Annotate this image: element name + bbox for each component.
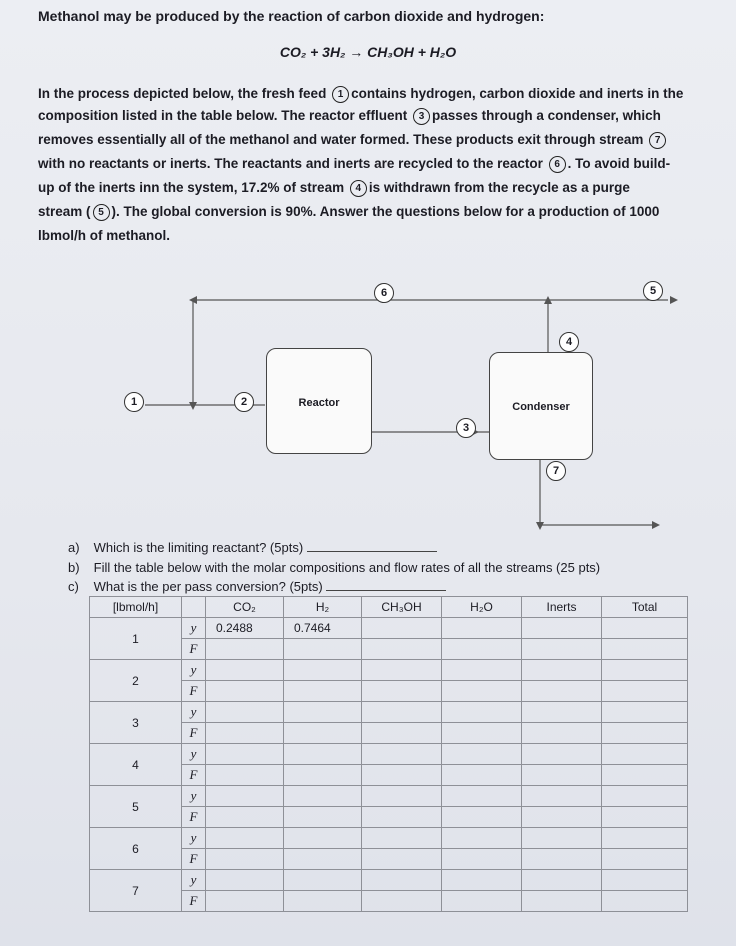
mole-fraction-label: y bbox=[182, 660, 206, 681]
table-cell-h2[interactable] bbox=[284, 849, 362, 870]
statement-line-6 bbox=[38, 204, 708, 221]
table-cell-ch3oh[interactable] bbox=[362, 891, 442, 912]
table-cell-total[interactable] bbox=[602, 849, 688, 870]
table-cell-co2[interactable] bbox=[206, 765, 284, 786]
statement-text: . To avoid build- bbox=[567, 156, 671, 172]
statement-text: removes essentially all of the methanol and water formed. These products exit through stream bbox=[38, 132, 648, 148]
stream-1-marker: 1 bbox=[124, 392, 144, 412]
statement-text: ). The global conversion is 90%. Answer the questions below for a production of 1000 bbox=[111, 204, 660, 220]
table-cell-inerts[interactable] bbox=[522, 744, 602, 765]
table-cell-ch3oh[interactable] bbox=[362, 807, 442, 828]
table-row bbox=[90, 660, 688, 681]
statement-line-2 bbox=[38, 108, 708, 125]
stream-number-cell: 5 bbox=[90, 786, 182, 828]
table-cell-total[interactable] bbox=[602, 618, 688, 639]
table-cell-inerts[interactable] bbox=[522, 660, 602, 681]
table-cell-h2[interactable] bbox=[284, 807, 362, 828]
header-inerts: Inerts bbox=[522, 597, 602, 618]
question-c bbox=[68, 579, 446, 594]
table-cell-h2[interactable]: 0.7464 bbox=[284, 618, 362, 639]
table-cell-inerts[interactable] bbox=[522, 807, 602, 828]
table-cell-inerts[interactable] bbox=[522, 891, 602, 912]
table-cell-h2o[interactable] bbox=[442, 807, 522, 828]
table-cell-inerts[interactable] bbox=[522, 765, 602, 786]
table-cell-total[interactable] bbox=[602, 828, 688, 849]
stream-2-marker: 2 bbox=[234, 392, 254, 412]
statement-text: composition listed in the table below. The reactor effluent bbox=[38, 108, 412, 124]
mole-fraction-label: y bbox=[182, 828, 206, 849]
table-cell-co2[interactable] bbox=[206, 639, 284, 660]
answer-c-blank[interactable] bbox=[326, 590, 446, 591]
problem-title: Methanol may be produced by the reaction of carbon dioxide and hydrogen: bbox=[38, 8, 545, 24]
table-cell-h2o[interactable] bbox=[442, 723, 522, 744]
table-cell-co2[interactable] bbox=[206, 828, 284, 849]
table-cell-total[interactable] bbox=[602, 891, 688, 912]
table-cell-ch3oh[interactable] bbox=[362, 765, 442, 786]
table-header-row bbox=[90, 597, 688, 618]
table-cell-h2o[interactable] bbox=[442, 786, 522, 807]
header-total: Total bbox=[602, 597, 688, 618]
table-cell-h2[interactable] bbox=[284, 870, 362, 891]
table-cell-inerts[interactable] bbox=[522, 870, 602, 891]
statement-text: is withdrawn from the recycle as a purge bbox=[368, 180, 630, 196]
arrow-down-left bbox=[189, 402, 197, 410]
mole-fraction-label: y bbox=[182, 618, 206, 639]
header-co2: CO₂ bbox=[206, 597, 284, 618]
table-cell-ch3oh[interactable] bbox=[362, 723, 442, 744]
table-cell-h2o[interactable] bbox=[442, 639, 522, 660]
table-cell-ch3oh[interactable] bbox=[362, 639, 442, 660]
table-cell-co2[interactable]: 0.2488 bbox=[206, 618, 284, 639]
table-cell-co2[interactable] bbox=[206, 870, 284, 891]
table-cell-total[interactable] bbox=[602, 807, 688, 828]
flow-rate-label: F bbox=[182, 807, 206, 828]
table-cell-h2o[interactable] bbox=[442, 891, 522, 912]
mole-fraction-label: y bbox=[182, 702, 206, 723]
statement-text: lbmol/h of methanol. bbox=[38, 228, 170, 243]
table-cell-h2o[interactable] bbox=[442, 744, 522, 765]
table-cell-h2[interactable] bbox=[284, 723, 362, 744]
table-cell-h2o[interactable] bbox=[442, 702, 522, 723]
table-cell-h2[interactable] bbox=[284, 639, 362, 660]
statement-text: up of the inerts inn the system, 17.2% of stream bbox=[38, 180, 348, 196]
table-cell-ch3oh[interactable] bbox=[362, 681, 442, 702]
stream-4-marker: 4 bbox=[559, 332, 579, 352]
mole-fraction-label: y bbox=[182, 870, 206, 891]
table-cell-ch3oh[interactable] bbox=[362, 744, 442, 765]
flow-rate-label: F bbox=[182, 765, 206, 786]
table-cell-h2o[interactable] bbox=[442, 765, 522, 786]
table-cell-h2o[interactable] bbox=[442, 660, 522, 681]
stream-number-cell: 6 bbox=[90, 828, 182, 870]
table-cell-total[interactable] bbox=[602, 660, 688, 681]
statement-text: stream ( bbox=[38, 204, 91, 220]
reactor-box bbox=[266, 348, 372, 454]
statement-line-1 bbox=[38, 86, 708, 103]
stream-ref-marker: 3 bbox=[413, 108, 430, 125]
stream-number-cell: 4 bbox=[90, 744, 182, 786]
stream-number-cell: 1 bbox=[90, 618, 182, 660]
table-cell-co2[interactable] bbox=[206, 702, 284, 723]
table-cell-ch3oh[interactable] bbox=[362, 828, 442, 849]
question-b-text: Fill the table below with the molar compositions and flow rates of all the streams (25 pts) bbox=[93, 560, 601, 575]
flow-rate-label: F bbox=[182, 891, 206, 912]
stream-ref-marker: 4 bbox=[350, 180, 367, 197]
table-cell-co2[interactable] bbox=[206, 723, 284, 744]
mole-fraction-label: y bbox=[182, 786, 206, 807]
table-cell-inerts[interactable] bbox=[522, 786, 602, 807]
statement-text: contains hydrogen, carbon dioxide and inerts in the bbox=[351, 86, 684, 102]
stream-number-cell: 7 bbox=[90, 870, 182, 912]
question-a bbox=[68, 540, 437, 555]
table-row bbox=[90, 870, 688, 891]
table-cell-inerts[interactable] bbox=[522, 618, 602, 639]
table-cell-h2[interactable] bbox=[284, 765, 362, 786]
reaction-equation: CO₂ + 3H₂ → CH₃OH + H₂O bbox=[279, 44, 457, 60]
table-cell-inerts[interactable] bbox=[522, 849, 602, 870]
stream-ref-marker: 7 bbox=[649, 132, 666, 149]
stream-ref-marker: 1 bbox=[332, 86, 349, 103]
table-cell-ch3oh[interactable] bbox=[362, 870, 442, 891]
table-cell-h2[interactable] bbox=[284, 786, 362, 807]
header-blank bbox=[182, 597, 206, 618]
question-a-label: a) bbox=[68, 540, 80, 555]
flow-rate-label: F bbox=[182, 639, 206, 660]
table-cell-h2o[interactable] bbox=[442, 828, 522, 849]
table-cell-inerts[interactable] bbox=[522, 681, 602, 702]
table-cell-h2[interactable] bbox=[284, 828, 362, 849]
statement-line-3 bbox=[38, 132, 708, 149]
stream-number-cell: 3 bbox=[90, 702, 182, 744]
question-c-label: c) bbox=[68, 579, 79, 594]
table-cell-total[interactable] bbox=[602, 702, 688, 723]
arrow-up-condenser bbox=[544, 296, 552, 304]
table-cell-h2[interactable] bbox=[284, 744, 362, 765]
stream-composition-table bbox=[89, 596, 688, 912]
arrow-left-top bbox=[189, 296, 197, 304]
stream-number-cell: 2 bbox=[90, 660, 182, 702]
table-cell-h2[interactable] bbox=[284, 891, 362, 912]
stream-5-marker: 5 bbox=[643, 281, 663, 301]
question-a-text: Which is the limiting reactant? (5pts) bbox=[93, 540, 304, 555]
question-b-label: b) bbox=[68, 560, 80, 575]
table-cell-total[interactable] bbox=[602, 744, 688, 765]
arrow-purge bbox=[670, 296, 678, 304]
reactor-label: Reactor bbox=[298, 397, 340, 409]
statement-text: passes through a condenser, which bbox=[432, 108, 661, 124]
header-units: [lbmol/h] bbox=[90, 597, 182, 618]
table-cell-h2[interactable] bbox=[284, 702, 362, 723]
table-cell-ch3oh[interactable] bbox=[362, 702, 442, 723]
flow-rate-label: F bbox=[182, 681, 206, 702]
table-cell-inerts[interactable] bbox=[522, 828, 602, 849]
table-cell-ch3oh[interactable] bbox=[362, 660, 442, 681]
table-cell-total[interactable] bbox=[602, 786, 688, 807]
table-row bbox=[90, 618, 688, 639]
flow-rate-label: F bbox=[182, 849, 206, 870]
stream-ref-marker: 5 bbox=[93, 204, 110, 221]
arrow-product-down bbox=[536, 522, 544, 530]
answer-a-blank[interactable] bbox=[307, 551, 437, 552]
table-row bbox=[90, 702, 688, 723]
table-cell-h2o[interactable] bbox=[442, 870, 522, 891]
table-row bbox=[90, 828, 688, 849]
table-cell-total[interactable] bbox=[602, 765, 688, 786]
flow-rate-label: F bbox=[182, 723, 206, 744]
table-cell-co2[interactable] bbox=[206, 849, 284, 870]
table-row bbox=[90, 786, 688, 807]
table-cell-co2[interactable] bbox=[206, 891, 284, 912]
condenser-label: Condenser bbox=[512, 401, 570, 413]
mole-fraction-label: y bbox=[182, 744, 206, 765]
table-cell-h2o[interactable] bbox=[442, 618, 522, 639]
table-cell-total[interactable] bbox=[602, 639, 688, 660]
table-row bbox=[90, 744, 688, 765]
statement-line-7 bbox=[38, 228, 708, 243]
condenser-box bbox=[489, 352, 593, 460]
table-cell-h2o[interactable] bbox=[442, 681, 522, 702]
table-cell-co2[interactable] bbox=[206, 744, 284, 765]
stream-7-marker: 7 bbox=[546, 461, 566, 481]
table-cell-inerts[interactable] bbox=[522, 639, 602, 660]
table-cell-h2o[interactable] bbox=[442, 849, 522, 870]
statement-line-5 bbox=[38, 180, 708, 197]
table-cell-inerts[interactable] bbox=[522, 723, 602, 744]
table-cell-co2[interactable] bbox=[206, 786, 284, 807]
table-cell-total[interactable] bbox=[602, 723, 688, 744]
arrow-product-right bbox=[652, 521, 660, 529]
stream-3-marker: 3 bbox=[456, 418, 476, 438]
header-h2o: H₂O bbox=[442, 597, 522, 618]
question-c-text: What is the per pass conversion? (5pts) bbox=[93, 579, 323, 594]
table-cell-total[interactable] bbox=[602, 681, 688, 702]
table-cell-ch3oh[interactable] bbox=[362, 849, 442, 870]
table-cell-ch3oh[interactable] bbox=[362, 618, 442, 639]
question-b bbox=[68, 560, 600, 575]
header-h2: H₂ bbox=[284, 597, 362, 618]
table-cell-ch3oh[interactable] bbox=[362, 786, 442, 807]
table-cell-h2[interactable] bbox=[284, 681, 362, 702]
table-cell-co2[interactable] bbox=[206, 807, 284, 828]
stream-ref-marker: 6 bbox=[549, 156, 566, 173]
table-cell-h2[interactable] bbox=[284, 660, 362, 681]
statement-text: In the process depicted below, the fresh feed bbox=[38, 86, 331, 102]
stream-6-marker: 6 bbox=[374, 283, 394, 303]
statement-line-4 bbox=[38, 156, 708, 173]
header-ch3oh: CH₃OH bbox=[362, 597, 442, 618]
table-cell-co2[interactable] bbox=[206, 681, 284, 702]
statement-text: with no reactants or inerts. The reactants and inerts are recycled to the reactor bbox=[38, 156, 547, 172]
table-cell-co2[interactable] bbox=[206, 660, 284, 681]
table-cell-total[interactable] bbox=[602, 870, 688, 891]
table-cell-inerts[interactable] bbox=[522, 702, 602, 723]
